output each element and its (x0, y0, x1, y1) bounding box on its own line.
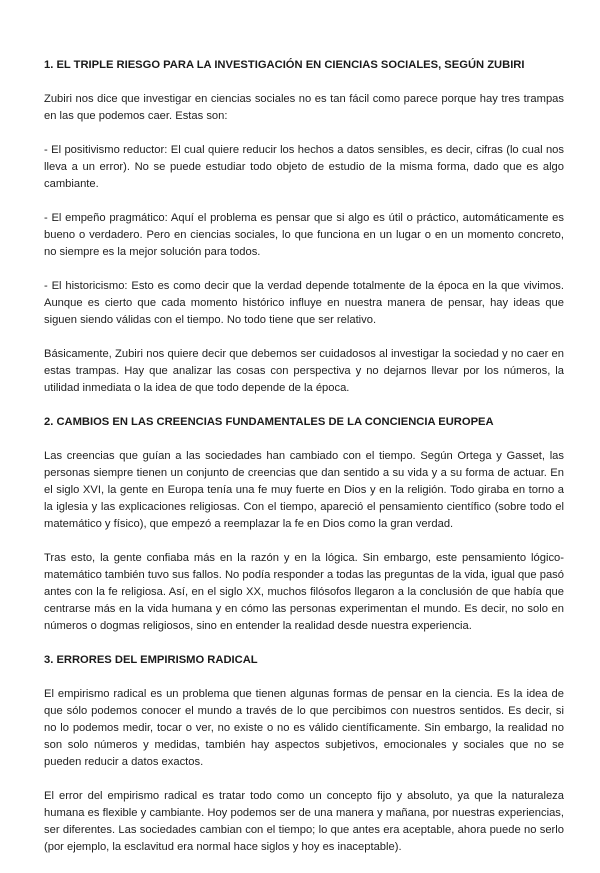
section-heading: 2. CAMBIOS EN LAS CREENCIAS FUNDAMENTALES DE LA CONCIENCIA EUROPEA (44, 416, 494, 428)
paragraph: Básicamente, Zubiri nos quiere decir que debemos ser cuidadosos al investigar la sociedad y no caer en estas trampas. Hay que analizar las cosas con perspectiva y no dejarnos llevar por los números, la utilidad inmediata o la idea de que todo depende de la época. (44, 348, 564, 394)
paragraph: - El positivismo reductor: El cual quiere reducir los hechos a datos sensibles, es decir, cifras (lo cual nos lleva a un error). No se puede estudiar todo objeto de estudio de la misma forma, dado que es algo cambiante. (44, 144, 564, 190)
paragraph: El error del empirismo radical es tratar todo como un concepto fijo y absoluto, ya que la naturaleza humana es flexible y cambiante. Hoy podemos ser de una manera y mañana, por nuestras experiencias, ser diferentes. Las sociedades cambian con el tiempo; lo que antes era aceptable, ahora puede no serlo (por ejemplo, la esclavitud era normal hace siglos y hoy es inaceptable). (44, 790, 564, 853)
section-empirismo (44, 652, 564, 856)
paragraph: Zubiri nos dice que investigar en ciencias sociales no es tan fácil como parece porque hay tres trampas en las que podemos caer. Estas son: (44, 93, 564, 122)
paragraph: - El empeño pragmático: Aquí el problema es pensar que si algo es útil o práctico, automáticamente es bueno o verdadero. Pero en ciencias sociales, lo que funciona en un lugar o en un momento concreto, no siempre es la mejor solución para todos. (44, 212, 564, 258)
section-zubiri (44, 57, 564, 397)
section-heading: 1. EL TRIPLE RIESGO PARA LA INVESTIGACIÓN EN CIENCIAS SOCIALES, SEGÚN ZUBIRI (44, 59, 525, 71)
paragraph: Las creencias que guían a las sociedades han cambiado con el tiempo. Según Ortega y Gasset, las personas siempre tienen un conjunto de creencias que dan sentido a su vida y a su forma de actuar. En el siglo XVI, la gente en Europa tenía una fe muy fuerte en Dios y en la religión. Todo giraba en torno a la iglesia y las explicaciones religiosas. Con el tiempo, apareció el pensamiento científico (sobre todo el matemático y físico), que empezó a reemplazar la fe en Dios como la gran verdad. (44, 450, 564, 530)
document-page (44, 57, 564, 873)
paragraph: El empirismo radical es un problema que tienen algunas formas de pensar en la ciencia. Es la idea de que sólo podemos conocer el mundo a través de lo que percibimos con nuestros sentidos. Es decir, si no lo podemos medir, tocar o ver, no existe o no es válido científicamente. Sin embargo, la realidad no son solo números y medidas, también hay aspectos subjetivos, emocionales y sociales que no se pueden reducir a datos exactos. (44, 688, 564, 768)
paragraph: - El historicismo: Esto es como decir que la verdad depende totalmente de la época en la que vivimos. Aunque es cierto que cada momento histórico influye en nuestra manera de pensar, hay ideas que siguen siendo válidas con el tiempo. No todo tiene que ser relativo. (44, 280, 564, 326)
section-heading: 3. ERRORES DEL EMPIRISMO RADICAL (44, 654, 258, 666)
section-creencias (44, 414, 564, 635)
paragraph: Tras esto, la gente confiaba más en la razón y en la lógica. Sin embargo, este pensamiento lógico-matemático también tuvo sus fallos. No podía responder a todas las preguntas de la vida, igual que pasó antes con la fe religiosa. Así, en el siglo XX, muchos filósofos llegaron a la conclusión de que había que centrarse más en la vida humana y en cómo las personas experimentan el mundo. Es decir, no solo en números o dogmas religiosos, sino en entender la realidad desde nuestra experiencia. (44, 552, 564, 632)
